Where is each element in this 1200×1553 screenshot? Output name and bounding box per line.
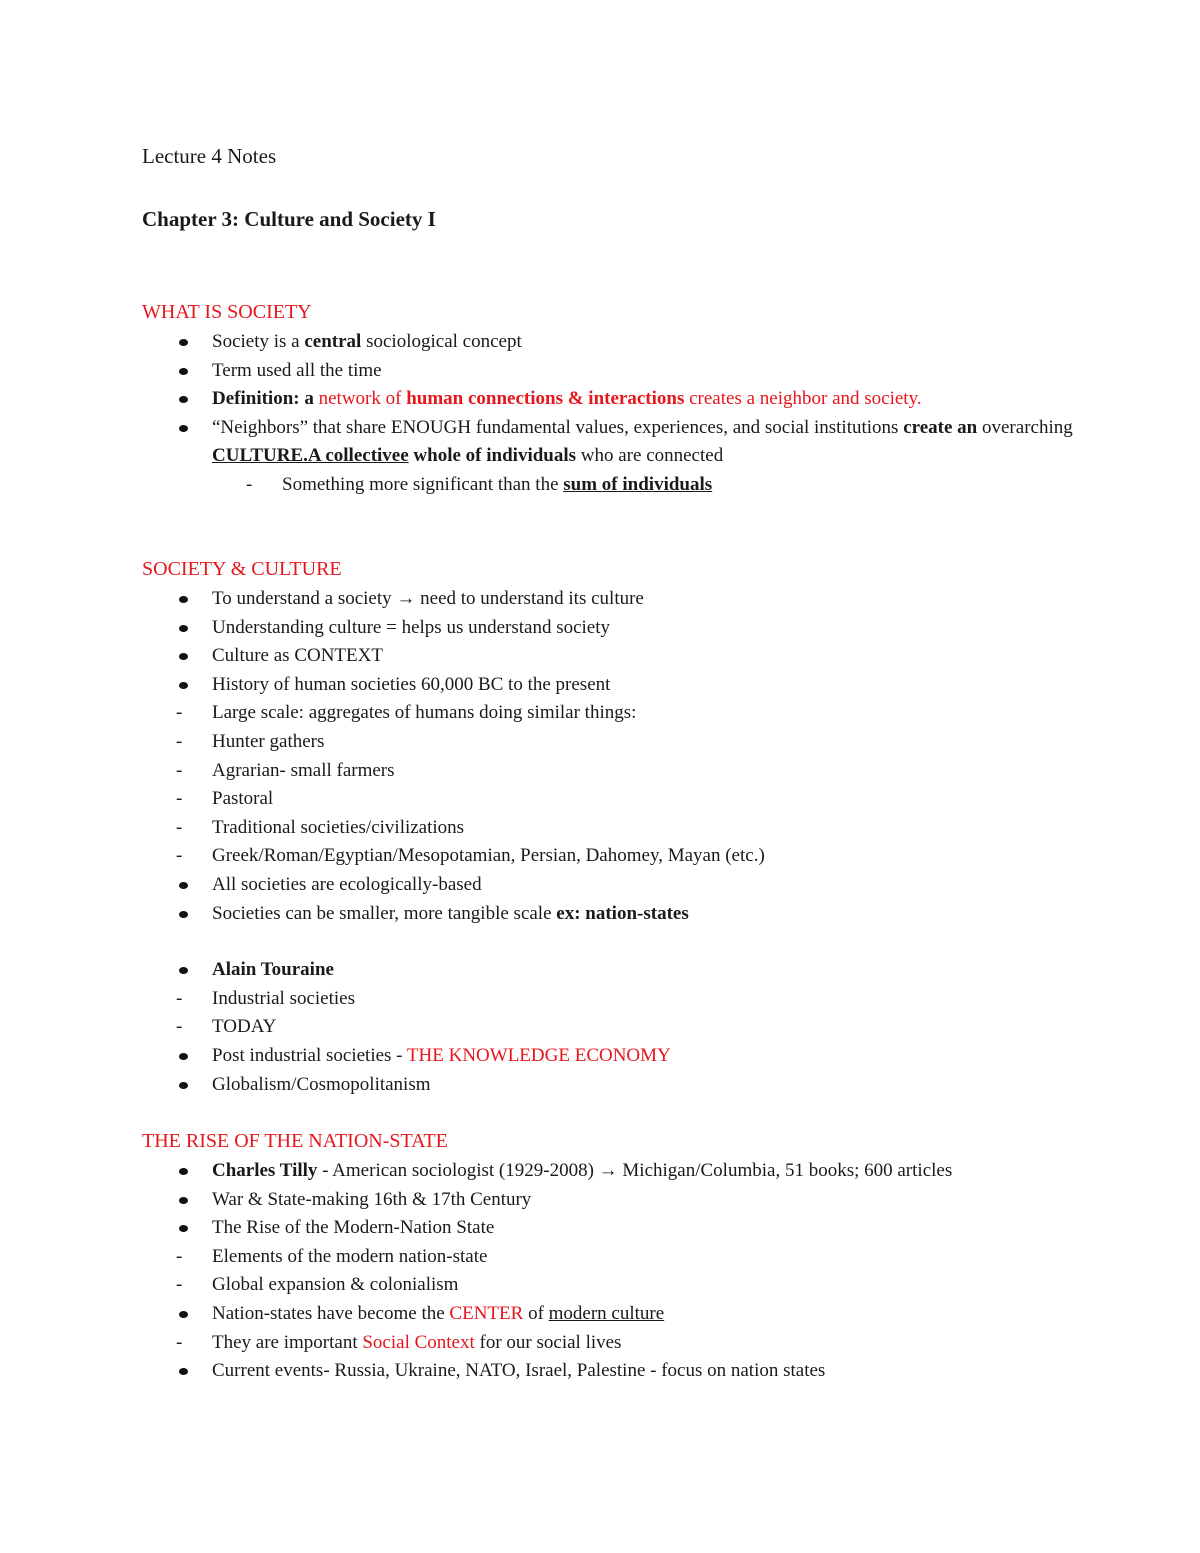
- bullet-icon: [179, 425, 188, 432]
- dash-icon: -: [176, 816, 183, 838]
- list-item: - Greek/Roman/Egyptian/Mesopotamian, Persian, Dahomey, Mayan (etc.): [142, 842, 1142, 871]
- dash-icon: -: [246, 473, 253, 495]
- list-item: - TODAY: [142, 1013, 1142, 1042]
- list-item: Understanding culture = helps us understand society: [142, 614, 1142, 643]
- list-item: Globalism/Cosmopolitanism: [142, 1071, 1142, 1100]
- bullet-icon: [179, 967, 188, 974]
- bullet-icon: [179, 339, 188, 346]
- bullet-icon: [179, 1225, 188, 1232]
- section-society-culture: [142, 555, 1142, 1099]
- list-item: Charles Tilly - American sociologist (1929-2008) → Michigan/Columbia, 51 books; 600 articles: [142, 1157, 1142, 1186]
- bullet-icon: [179, 882, 188, 889]
- list-item: Alain Touraine: [142, 956, 1142, 985]
- dash-icon: -: [176, 730, 183, 752]
- bullet-icon: [179, 682, 188, 689]
- section-heading: SOCIETY & CULTURE: [142, 558, 342, 580]
- list-item: - Elements of the modern nation-state: [142, 1243, 1142, 1272]
- list-item: Nation-states have become the CENTER of modern culture: [142, 1300, 1142, 1329]
- list-item: Definition: a network of human connections & interactions creates a neighbor and society.: [142, 385, 1142, 414]
- bullet-icon: [179, 1168, 188, 1175]
- section-rise-of-nation-state: [142, 1127, 1142, 1386]
- list-item: All societies are ecologically-based: [142, 871, 1142, 900]
- dash-icon: -: [176, 1245, 183, 1267]
- bullet-icon: [179, 1368, 188, 1375]
- list-item: - Large scale: aggregates of humans doing similar things:: [142, 699, 1142, 728]
- list-item: - Industrial societies: [142, 985, 1142, 1014]
- document-title: Lecture 4 Notes: [142, 144, 277, 168]
- list-item: - Global expansion & colonialism: [142, 1271, 1142, 1300]
- list-item: - They are important Social Context for our social lives: [142, 1329, 1142, 1358]
- list-item: Society is a central sociological concept: [142, 328, 1142, 357]
- bullet-icon: [179, 625, 188, 632]
- list-item: - Pastoral: [142, 785, 1142, 814]
- section-what-is-society: [142, 298, 1142, 500]
- list-item: Post industrial societies - THE KNOWLEDGE ECONOMY: [142, 1042, 1142, 1071]
- list-item: The Rise of the Modern-Nation State: [142, 1214, 1142, 1243]
- bullet-icon: [179, 653, 188, 660]
- list-item: History of human societies 60,000 BC to the present: [142, 671, 1142, 700]
- dash-icon: -: [176, 702, 183, 724]
- bullet-icon: [179, 1053, 188, 1060]
- section-heading: WHAT IS SOCIETY: [142, 301, 312, 323]
- list-item: Societies can be smaller, more tangible scale ex: nation-states: [142, 900, 1142, 929]
- list-item: - Hunter gathers: [142, 728, 1142, 757]
- dash-icon: -: [176, 1331, 183, 1353]
- list-item: - Traditional societies/civilizations: [142, 814, 1142, 843]
- dash-icon: -: [176, 987, 183, 1009]
- bullet-icon: [179, 1311, 188, 1318]
- bullet-icon: [179, 911, 188, 918]
- list-item: Culture as CONTEXT: [142, 642, 1142, 671]
- dash-icon: -: [176, 845, 183, 867]
- bullet-icon: [179, 1082, 188, 1089]
- dash-icon: -: [176, 788, 183, 810]
- list-item: Current events- Russia, Ukraine, NATO, Israel, Palestine - focus on nation states: [142, 1357, 1142, 1386]
- bullet-icon: [179, 368, 188, 375]
- list-item: - Something more significant than the sum of individuals: [142, 471, 1142, 500]
- dash-icon: -: [176, 1016, 183, 1038]
- dash-icon: -: [176, 1274, 183, 1296]
- blank-line: [142, 928, 1142, 956]
- bullet-icon: [179, 396, 188, 403]
- bullet-icon: [179, 596, 188, 603]
- dash-icon: -: [176, 759, 183, 781]
- section-heading: THE RISE OF THE NATION-STATE: [142, 1130, 448, 1152]
- list-item: To understand a society → need to understand its culture: [142, 585, 1142, 614]
- list-item: - Agrarian- small farmers: [142, 757, 1142, 786]
- list-item: “Neighbors” that share ENOUGH fundamental values, experiences, and social institutions create an overarching CULTURE.A collectivee whole of individuals who are connected: [142, 414, 1142, 471]
- chapter-title: Chapter 3: Culture and Society I: [142, 207, 436, 231]
- bullet-icon: [179, 1197, 188, 1204]
- list-item: War & State-making 16th & 17th Century: [142, 1186, 1142, 1215]
- list-item: Term used all the time: [142, 357, 1142, 386]
